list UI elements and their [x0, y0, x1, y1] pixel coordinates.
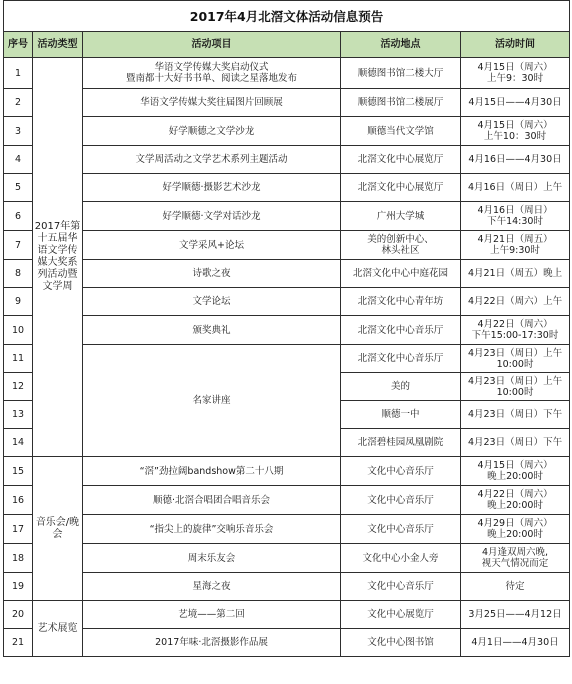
row-time: 4月15日——4月30日	[461, 89, 570, 117]
row-number: 17	[4, 515, 33, 544]
time-line-1: 4月15日（周六）	[477, 62, 553, 73]
time-line-1: 4月15日（周六）	[477, 460, 553, 471]
row-number: 6	[4, 202, 33, 231]
row-location: 文化中心音乐厅	[341, 573, 461, 601]
category-art: 艺术展览	[33, 601, 83, 657]
time-line-2: 视天气情况而定	[481, 558, 549, 569]
time-line-2: 上午10：30时	[483, 131, 547, 142]
row-number: 9	[4, 288, 33, 316]
row-time	[461, 515, 570, 544]
row-location: 北滘文化中心音乐厅	[341, 316, 461, 345]
row-project: 诗歌之夜	[83, 260, 341, 288]
row-location: 顺德图书馆二楼展厅	[341, 89, 461, 117]
row-project	[83, 58, 341, 89]
project-line-1: 华语文学传媒大奖启动仪式	[154, 62, 269, 73]
time-line-2: 晚上20:00时	[487, 500, 543, 511]
row-project: 文学论坛	[83, 288, 341, 316]
row-number: 13	[4, 401, 33, 429]
row-project: “滘”劲拉阔bandshow第二十八期	[83, 457, 341, 486]
row-project: 星海之夜	[83, 573, 341, 601]
table-row	[4, 288, 570, 316]
row-number: 5	[4, 174, 33, 202]
time-line-1: 4月15日（周六）	[477, 120, 553, 131]
time-line-2: 上午9：30时	[486, 73, 544, 84]
row-number: 19	[4, 573, 33, 601]
table-row	[4, 345, 570, 373]
table-row	[4, 544, 570, 573]
time-line-1: 4月16日（周日）	[477, 205, 553, 216]
header-num: 序号	[4, 32, 33, 58]
row-number: 10	[4, 316, 33, 345]
row-project: 文学周活动之文学艺术系列主题活动	[83, 146, 341, 174]
time-line-1: 4月21日（周五）	[477, 234, 553, 245]
row-time	[461, 544, 570, 573]
row-project: 文学采风+论坛	[83, 231, 341, 260]
row-project: 好学顺德·文学对话沙龙	[83, 202, 341, 231]
row-project: 华语文学传媒大奖往届图片回顾展	[83, 89, 341, 117]
row-project: 周末乐友会	[83, 544, 341, 573]
row-time	[461, 316, 570, 345]
row-time: 4月23日（周日）上午10:00时	[461, 373, 570, 401]
row-location: 美的	[341, 373, 461, 401]
row-time: 4月1日——4月30日	[461, 629, 570, 657]
row-number: 16	[4, 486, 33, 515]
time-line-1: 4月逢双周六晚,	[481, 547, 549, 558]
row-time: 4月16日——4月30日	[461, 146, 570, 174]
table-title: 2017年4月北滘文体活动信息预告	[4, 1, 570, 32]
row-number: 3	[4, 117, 33, 146]
time-line-2: 晚上20:00时	[487, 529, 543, 540]
row-location: 文化中心音乐厅	[341, 515, 461, 544]
row-location: 北滘文化中心青年坊	[341, 288, 461, 316]
row-time: 3月25日——4月12日	[461, 601, 570, 629]
time-line-2: 下午15:00-17:30时	[471, 330, 559, 341]
header-row	[4, 32, 570, 58]
table-row	[4, 457, 570, 486]
schedule-sheet	[3, 0, 569, 657]
row-location: 顺德当代文学馆	[341, 117, 461, 146]
row-project: 艺境——第二回	[83, 601, 341, 629]
time-line-1: 4月29日（周六）	[477, 518, 553, 529]
row-time: 待定	[461, 573, 570, 601]
row-location: 文化中心音乐厅	[341, 457, 461, 486]
row-time	[461, 117, 570, 146]
row-time	[461, 58, 570, 89]
header-type: 活动类型	[33, 32, 83, 58]
time-line-2: 晚上20:00时	[487, 471, 543, 482]
row-location: 顺德一中	[341, 401, 461, 429]
time-line-1: 4月22日（周六）	[477, 319, 553, 330]
category-music: 音乐会/晚会	[33, 457, 83, 601]
location-line-2: 林头社区	[381, 245, 420, 256]
row-number: 20	[4, 601, 33, 629]
table-row	[4, 573, 570, 601]
row-number: 7	[4, 231, 33, 260]
row-location: 文化中心图书馆	[341, 629, 461, 657]
row-time	[461, 486, 570, 515]
row-time	[461, 457, 570, 486]
table-row	[4, 89, 570, 117]
row-location: 北滘文化中心音乐厅	[341, 345, 461, 373]
table-row	[4, 58, 570, 89]
row-project: 顺德·北滘合唱团合唱音乐会	[83, 486, 341, 515]
row-number: 15	[4, 457, 33, 486]
row-time: 4月23日（周日）下午	[461, 429, 570, 457]
row-project: 2017年味·北滘摄影作品展	[83, 629, 341, 657]
schedule-table	[3, 0, 570, 657]
row-number: 4	[4, 146, 33, 174]
row-location: 广州大学城	[341, 202, 461, 231]
table-row	[4, 231, 570, 260]
row-location: 北滘文化中心展览厅	[341, 174, 461, 202]
row-project: 颁奖典礼	[83, 316, 341, 345]
row-number: 11	[4, 345, 33, 373]
row-project: “指尖上的旋律”交响乐音乐会	[83, 515, 341, 544]
time-line-1: 4月22日（周六）	[477, 489, 553, 500]
row-time: 4月16日（周日）上午	[461, 174, 570, 202]
row-location: 北滘文化中心中庭花园	[341, 260, 461, 288]
row-location	[341, 231, 461, 260]
time-line-2: 上午9:30时	[490, 245, 540, 256]
row-number: 2	[4, 89, 33, 117]
row-location: 北滘文化中心展览厅	[341, 146, 461, 174]
header-project: 活动项目	[83, 32, 341, 58]
table-row	[4, 629, 570, 657]
row-project: 好学顺德·摄影艺术沙龙	[83, 174, 341, 202]
title-row	[4, 1, 570, 32]
row-number: 18	[4, 544, 33, 573]
row-time	[461, 231, 570, 260]
row-location: 北滘碧桂园凤凰剧院	[341, 429, 461, 457]
project-line-2: 暨南都十大好书书单、阅读之星落地发布	[125, 73, 297, 84]
table-row	[4, 260, 570, 288]
location-line-1: 美的创新中心、	[367, 234, 434, 245]
row-location: 文化中心展览厅	[341, 601, 461, 629]
table-row	[4, 174, 570, 202]
table-row	[4, 202, 570, 231]
header-time: 活动时间	[461, 32, 570, 58]
row-time: 4月21日（周五）晚上	[461, 260, 570, 288]
table-row	[4, 117, 570, 146]
header-location: 活动地点	[341, 32, 461, 58]
table-row	[4, 486, 570, 515]
row-project-masters-lecture: 名家讲座	[83, 345, 341, 457]
row-number: 1	[4, 58, 33, 89]
row-time: 4月23日（周日）下午	[461, 401, 570, 429]
row-location: 文化中心小金人旁	[341, 544, 461, 573]
row-location: 顺德图书馆二楼大厅	[341, 58, 461, 89]
row-number: 8	[4, 260, 33, 288]
row-time: 4月22日（周六）上午	[461, 288, 570, 316]
table-row	[4, 146, 570, 174]
table-row	[4, 515, 570, 544]
row-number: 12	[4, 373, 33, 401]
category-literature-week: 2017年第十五届华语文学传媒大奖系列活动暨文学周	[33, 58, 83, 457]
row-time	[461, 202, 570, 231]
row-number: 14	[4, 429, 33, 457]
row-project: 好学顺德之文学沙龙	[83, 117, 341, 146]
table-row	[4, 601, 570, 629]
row-time: 4月23日（周日）上午10:00时	[461, 345, 570, 373]
row-location: 文化中心音乐厅	[341, 486, 461, 515]
time-line-2: 下午14:30时	[487, 216, 543, 227]
table-row	[4, 316, 570, 345]
row-number: 21	[4, 629, 33, 657]
